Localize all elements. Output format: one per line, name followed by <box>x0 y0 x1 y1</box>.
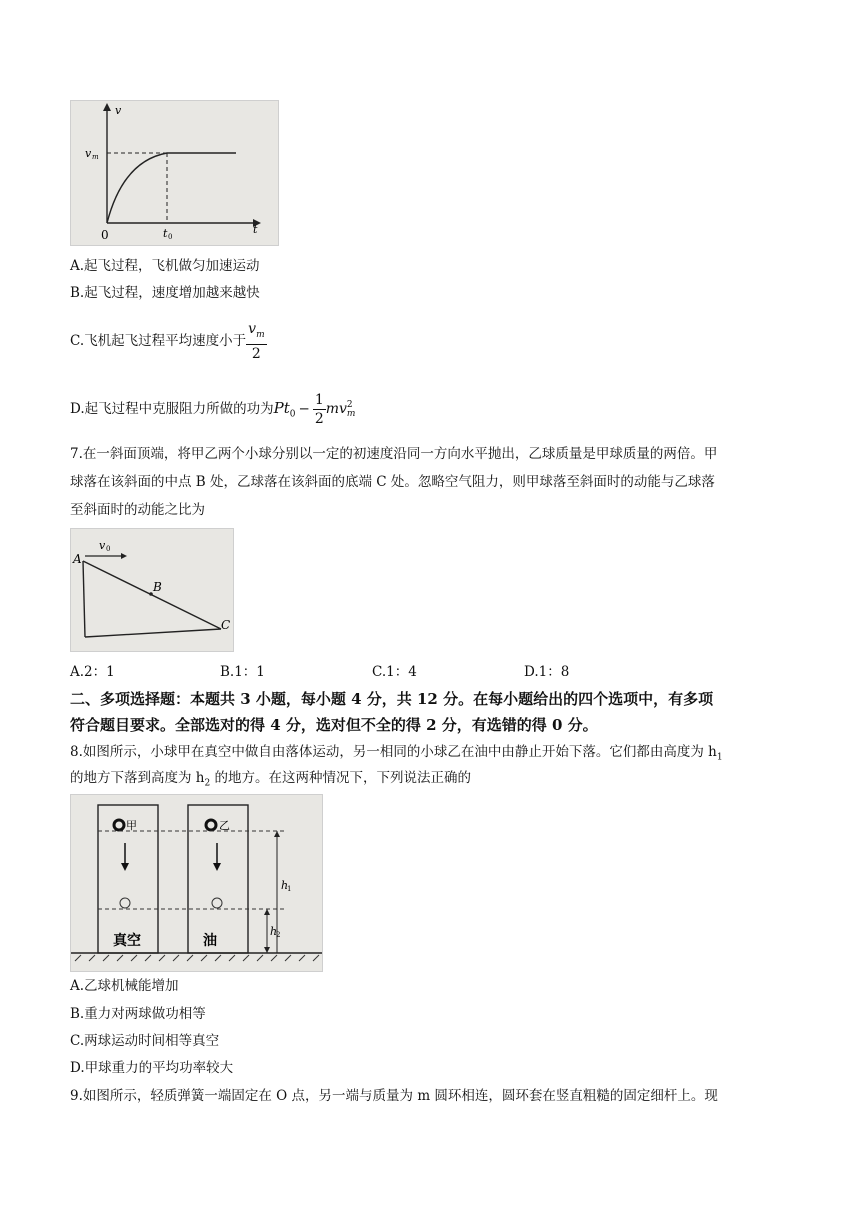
incline-figure <box>70 528 234 652</box>
ball-yi-end <box>212 898 222 908</box>
q6-option-c-text: C.飞机起飞过程平均速度小于 <box>70 332 247 349</box>
arrow-jia-head <box>121 863 129 871</box>
q8-h2-sub: 2 <box>204 778 211 789</box>
expr-mv-sub: m <box>346 408 356 419</box>
section-2-heading-line-1: 二、多项选择题：本题共 3 小题，每小题 4 分，共 12 分。在每小题给出的四个选项中，有多项 <box>70 690 714 708</box>
label-vacuum: 真空 <box>113 933 141 949</box>
ball-jia-start <box>114 820 124 830</box>
t0-label-sub: 0 <box>168 233 173 241</box>
incline-figure-svg <box>71 529 233 651</box>
q6-option-d-text: D.起飞过程中克服阻力所做的功为 <box>70 401 274 417</box>
label-h2-sub: 2 <box>276 931 281 939</box>
v-axis-label: v <box>115 104 122 117</box>
frac-den-2: 2 <box>314 411 324 427</box>
q8-option-a: A.乙球机械能增加 <box>70 978 179 994</box>
q8-stem-line-2-text-a: 的地方下落到高度为 h <box>70 770 205 786</box>
q8-option-d: D.甲球重力的平均功率较大 <box>70 1060 234 1076</box>
frac-num-1: 1 <box>314 392 324 408</box>
velocity-time-graph-svg <box>71 101 278 245</box>
origin-label: 0 <box>101 228 109 242</box>
q6-option-d-fraction <box>313 391 326 428</box>
incline-base <box>85 629 221 637</box>
expr-minus: − <box>298 401 310 417</box>
vm-label: v <box>85 147 92 160</box>
q9-stem: 9.如图所示，轻质弹簧一端固定在 O 点，另一端与质量为 m 圆环相连，圆环套在竖直粗糙的固定细杆上。现 <box>70 1088 718 1104</box>
frac-num-v: v <box>248 321 257 337</box>
label-oil: 油 <box>203 933 217 949</box>
q8-option-b: B.重力对两球做功相等 <box>70 1006 206 1022</box>
q8-stem-line-2 <box>70 768 471 794</box>
q8-stem-line-1 <box>70 742 723 768</box>
label-b: B <box>153 580 162 594</box>
velocity-curve <box>107 153 236 223</box>
velocity-time-graph <box>70 100 279 246</box>
q8-stem-line-1-text: 8.如图所示，小球甲在真空中做自由落体运动，另一相同的小球乙在油中由静止开始下落。它们都由高度为 h <box>70 744 717 760</box>
label-yi: 乙 <box>219 819 230 832</box>
section-2-heading-line-2: 符合题目要求。全部选对的得 4 分，选对但不全的得 2 分，有选错的得 0 分。 <box>70 716 598 734</box>
frac-num-sub: m <box>256 329 265 340</box>
ground-hatching <box>75 955 319 961</box>
h2-arrow-bottom <box>264 947 270 953</box>
label-jia: 甲 <box>126 819 137 832</box>
ball-jia-end <box>120 898 130 908</box>
expr-mv: mv <box>325 401 347 417</box>
t0-label: t <box>163 227 168 240</box>
label-v0-sub: 0 <box>106 545 111 553</box>
label-h2: h <box>270 925 278 938</box>
h1-arrow-top <box>274 831 280 837</box>
label-c: C <box>221 618 231 632</box>
v-axis-arrow <box>103 103 111 111</box>
q6-option-d <box>70 388 355 435</box>
v0-arrowhead <box>121 553 127 559</box>
ball-yi-start <box>206 820 216 830</box>
q7-choice-d: D.1：8 <box>524 664 570 680</box>
expr-mv-sup: 2 <box>346 399 353 410</box>
q7-stem-line-3: 至斜面时的动能之比为 <box>70 502 205 518</box>
label-h1: h <box>281 879 289 892</box>
incline-vertical <box>83 561 85 637</box>
expr-mv-supsub <box>347 401 356 419</box>
label-v0: v <box>99 539 106 552</box>
frac-den: 2 <box>251 345 261 362</box>
q7-choice-c: C.1：4 <box>372 664 417 680</box>
label-h1-sub: 1 <box>287 885 292 893</box>
h2-arrow-top <box>264 909 270 915</box>
q7-stem-line-1: 7.在一斜面顶端，将甲乙两个小球分别以一定的初速度沿同一方向水平抛出，乙球质量是甲球质量的两倍。甲 <box>70 446 718 462</box>
q7-stem-line-2: 球落在该斜面的中点 B 处，乙球落在该斜面的底端 C 处。忽略空气阻力，则甲球落至斜面时的动能与乙球落 <box>70 474 715 490</box>
q8-stem-line-2-text-b: 的地方。在这两种情况下，下列说法正确的 <box>210 770 472 786</box>
q7-choice-a: A.2：1 <box>70 664 115 680</box>
oil-tube <box>188 805 248 953</box>
expr-pt-sub: 0 <box>289 409 296 420</box>
falling-balls-figure-svg <box>71 795 322 971</box>
expr-pt: Pt <box>273 399 290 417</box>
t-axis-label: t <box>253 223 258 236</box>
q6-option-a: A.起飞过程，飞机做匀加速运动 <box>70 258 260 274</box>
arrow-yi-head <box>213 863 221 871</box>
label-a: A <box>73 552 82 566</box>
q8-option-c: C.两球运动时间相等真空 <box>70 1033 220 1049</box>
q6-option-c-fraction <box>246 320 266 363</box>
falling-balls-figure <box>70 794 323 972</box>
q8-h1-sub: 1 <box>716 752 723 763</box>
q6-option-b: B.起飞过程，速度增加越来越快 <box>70 285 260 301</box>
vm-label-sub: m <box>92 153 99 161</box>
q7-choice-b: B.1：1 <box>220 664 265 680</box>
q6-option-c <box>70 320 267 363</box>
